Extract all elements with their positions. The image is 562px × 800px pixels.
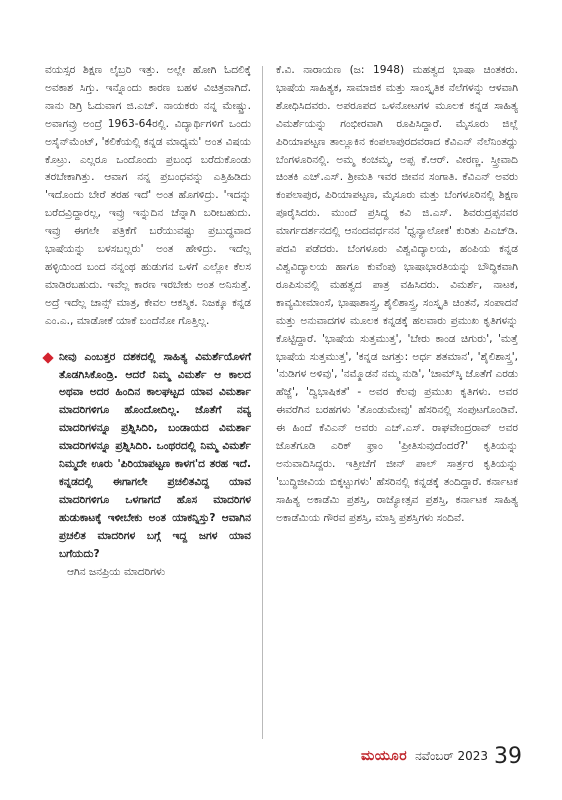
- left-column: [45, 62, 251, 582]
- column-divider: [262, 66, 263, 739]
- magazine-logo: ಮಯೂರ: [360, 748, 408, 764]
- interview-answer-paragraph: ವಯಸ್ಸರ ಶಿಕ್ಷಣ ಲೈಬ್ರರಿ ಇತ್ತು. ಅಲ್ಲೇ ಹೋಗಿ ಓದಲಿಕ್ಕೆ ಅವಕಾಶ ಸಿಗ್ತು. ಇನ್ನೊಂದು ಕಾರಣ ಬಹಳ ವಿಚಿತ್ರವಾಗಿದೆ. ನಾನು ಡಿಗ್ರಿ ಓದುವಾಗ ಜಿ.ಎಚ್. ನಾಯಕರು ನನ್ನ ಮೇಷ್ಟ್ರು. ಅವಾಗವ್ರು ಅಂದ್ರೆ 1963-64ರಲ್ಲಿ. ವಿದ್ಯಾರ್ಥಿಗಳಿಗೆ ಒಂದು ಅಸೈನ್‌ಮೆಂಟ್, 'ಕಲಿಕೆಯಲ್ಲಿ ಕನ್ನಡ ಮಾಧ್ಯಮ' ಅಂತ ವಿಷಯ ಕೊಟ್ರು. ಎಲ್ಲರೂ ಒಂದೊಂದು ಪ್ರಬಂಧ ಬರೆದುಕೊಂಡು ತರಬೇಕಾಗಿತ್ತು. ಆವಾಗ ನನ್ನ ಪ್ರಬಂಧವನ್ನು ಎತ್ತಿಹಿಡಿದು 'ಇದೊಂದು ಬೇರೆ ತರಹ ಇದೆ' ಅಂತ ಹೊಗಳಿದ್ರು. 'ಇದನ್ನು ಬರೆದವ್ರಿದ್ದಾರಲ್ಲ, ಇವ್ರು ಇನ್ನುದಿನ ಚೆನ್ನಾಗಿ ಬರೀಬಹುದು. ಇವ್ರು ಈಗಲೇ ಪತ್ರಿಕೆಗೆ ಬರೆಯುವಷ್ಟು ಪ್ರಬುದ್ಧವಾದ ಭಾಷೆಯನ್ನು ಬಳಸಬಲ್ಲರು' ಅಂತ ಹೇಳಿದ್ರು. ಇದೆಲ್ಲ ಹಳ್ಳಿಯಿಂದ ಬಂದ ನನ್ನಂಥ ಹುಡುಗನ ಒಳಗೆ ಎಲ್ಲೋ ಕೆಲಸ ಮಾಡಿರಬಹುದು. ಇವೆಲ್ಲ ಕಾರಣ ಇರಬೇಕು ಅಂತ ಅನಿಸುತ್ತೆ. ಅದ್ರೆ ಇದೆಲ್ಲ ಚಾನ್ಸ್ ಮಾತ್ರ, ಕೇವಲ ಆಕಸ್ಮಿಕ. ನಿಜಕ್ಕೂ ಕನ್ನಡ ಎಂ.ಎ., ಮಾಡೋಕೆ ಯಾಕೆ ಬಂದೆನೋ ಗೊತ್ತಿಲ್ಲ.: [45, 64, 251, 327]
- issue-date: ನವೆಂಬರ್ 2023: [415, 748, 488, 763]
- interview-question: [45, 349, 251, 564]
- interview-answer-start: ಆಗಿನ ಜನಪ್ರಿಯ ಮಾದರಿಗಳು: [67, 566, 166, 579]
- page-number: 39: [494, 743, 522, 769]
- right-column: [276, 62, 518, 528]
- page-footer: [282, 742, 522, 770]
- question-bullet-icon: [42, 352, 53, 363]
- author-bio-paragraph: ಕೆ.ವಿ. ನಾರಾಯಣ (ಜ: 1948) ಮಹತ್ವದ ಭಾಷಾ ಚಿಂತಕರು. ಭಾಷೆಯ ಸಾಹಿತ್ಯಕ, ಸಾಮಾಜಿಕ ಮತ್ತು ಸಾಂಸ್ಕೃತಿಕ ನೆಲೆಗಳನ್ನು ಆಳವಾಗಿ ಶೋಧಿಸಿದವರು. ಅಪರೂಪದ ಒಳನೋಟಗಳ ಮೂಲಕ ಕನ್ನಡ ಸಾಹಿತ್ಯ ವಿಮರ್ಶೆಯನ್ನು ಗಂಭೀರವಾಗಿ ರೂಪಿಸಿದ್ದಾರೆ. ಮೈಸೂರು ಜಿಲ್ಲೆ ಪಿರಿಯಾಪಟ್ಟಣ ತಾಲ್ಲೂಕಿನ ಕಂಪಲಾಪುರದವರಾದ ಕೆವಿಎನ್ ನೆಲೆನಿಂತದ್ದು ಬೆಂಗಳೂರಿನಲ್ಲಿ. ಅಮ್ಮ ಕಂಚಮ್ಮ, ಅಪ್ಪ ಕೆ.ಆರ್. ವೀರಣ್ಣ. ಸ್ತ್ರೀವಾದಿ ಚಿಂತಕಿ ಎಚ್.ಎಸ್. ಶ್ರೀಮತಿ ಇವರ ಜೀವನ ಸಂಗಾತಿ. ಕೆವಿಎನ್ ಅವರು ಕಂಪಲಾಪುರ, ಪಿರಿಯಾಪಟ್ಟಣ, ಮೈಸೂರು ಮತ್ತು ಬೆಂಗಳೂರಿನಲ್ಲಿ ಶಿಕ್ಷಣ ಪೂರೈಸಿದರು. ಮುಂದೆ ಪ್ರಸಿದ್ಧ ಕವಿ ಜಿ.ಎಸ್. ಶಿವರುದ್ರಪ್ಪನವರ ಮಾರ್ಗದರ್ಶನದಲ್ಲಿ ಆನಂದವರ್ಧನನ 'ಧ್ವನ್ಯಾಲೋಕ' ಕುರಿತು ಪಿಎಚ್‌ಡಿ. ಪದವಿ ಪಡೆದರು. ಬೆಂಗಳೂರು ವಿಶ್ವವಿದ್ಯಾಲಯ, ಹಂಪಿಯ ಕನ್ನಡ ವಿಶ್ವವಿದ್ಯಾಲಯ ಹಾಗೂ ಕುವೆಂಪು ಭಾಷಾಭಾರತಿಯನ್ನು ಬೌದ್ಧಿಕವಾಗಿ ರೂಪಿಸುವಲ್ಲಿ ಮಹತ್ವದ ಪಾತ್ರ ವಹಿಸಿದರು. ವಿಮರ್ಶೆ, ನಾಟಕ, ಕಾವ್ಯಮೀಮಾಂಸೆ, ಭಾಷಾಶಾಸ್ತ್ರ, ಶೈಲಿಶಾಸ್ತ್ರ, ಸಂಸ್ಕೃತಿ ಚಿಂತನೆ, ಸಂಪಾದನೆ ಮತ್ತು ಅನುವಾದಗಳ ಮೂಲಕ ಕನ್ನಡಕ್ಕೆ ಹಲವಾರು ಪ್ರಮುಖ ಕೃತಿಗಳನ್ನು ಕೊಟ್ಟಿದ್ದಾರೆ. 'ಭಾಷೆಯ ಸುತ್ತಮುತ್ತ', 'ಬೇರು ಕಾಂಡ ಚಿಗುರು', 'ಮತ್ತೆ ಭಾಷೆಯ ಸುತ್ತಮುತ್ತ', 'ಕನ್ನಡ ಜಗತ್ತು: ಅರ್ಧ ಶತಮಾನ', 'ಶೈಲಿಶಾಸ್ತ್ರ', 'ನುಡಿಗಳ ಅಳಿವು', 'ನಮ್ಮೊಡನೆ ನಮ್ಮ ನುಡಿ', 'ಚಾಮ್‌ಸ್ಕಿ ಜೊತೆಗೆ ಎರಡು ಹೆಜ್ಜೆ', 'ದ್ವಿಭಾಷಿಕತೆ' - ಅವರ ಕೆಲವು ಪ್ರಮುಖ ಕೃತಿಗಳು. ಅವರ ಈವರೆಗಿನ ಬರಹಗಳು 'ತೊಂಡುಮೇವು' ಹೆಸರಿನಲ್ಲಿ ಸಂಪುಟಗೊಂಡಿವೆ. ಈ ಹಿಂದೆ ಕೆವಿಎನ್ ಅವರು ಎಚ್.ಎಸ್. ರಾಘವೇಂದ್ರರಾವ್ ಅವರ ಜೊತೆಗೂಡಿ ಎರಿಕ್ ಫ್ರಾಂ 'ಪ್ರೀತಿಸುವುದೆಂದರೆ?' ಕೃತಿಯನ್ನು ಅನುವಾದಿಸಿದ್ದರು. ಇತ್ತೀಚೆಗೆ ಜೀನ್ ಪಾಲ್ ಸಾರ್ತ್ರರ ಕೃತಿಯನ್ನು 'ಬುದ್ಧಿಜೀವಿಯ ಬಿಕ್ಕಟ್ಟುಗಳು' ಹೆಸರಿನಲ್ಲಿ ಕನ್ನಡಕ್ಕೆ ತಂದಿದ್ದಾರೆ. ಕರ್ನಾಟಕ ಸಾಹಿತ್ಯ ಅಕಾಡೆಮಿ ಪ್ರಶಸ್ತಿ, ರಾಜ್ಯೋತ್ಸವ ಪ್ರಶಸ್ತಿ, ಕರ್ನಾಟಕ ಸಾಹಿತ್ಯ ಅಕಾಡೆಮಿಯ ಗೌರವ ಪ್ರಶಸ್ತಿ, ಮಾಸ್ತಿ ಪ್ರಶಸ್ತಿಗಳು ಸಂದಿವೆ.: [276, 64, 518, 524]
- interview-question-text: ನೀವು ಎಂಬತ್ತರ ದಶಕದಲ್ಲಿ ಸಾಹಿತ್ಯ ವಿಮರ್ಶೆಯೊಳಗೆ ತೊಡಗಿಸಿಕೊಂಡ್ರಿ. ಆದರೆ ನಿಮ್ಮ ವಿಮರ್ಶೆ ಆ ಕಾಲದ ಅಥವಾ ಅದರ ಹಿಂದಿನ ಕಾಲಘಟ್ಟದ ಯಾವ ವಿಮರ್ಶಾ ಮಾದರಿಗಳಿಗೂ ಹೊಂದೋದಿಲ್ಲ. ಜೊತೆಗೆ ನವ್ಯ ಮಾದರಿಗಳನ್ನೂ ಪ್ರಶ್ನಿಸಿದಿರಿ, ಬಂಡಾಯದ ವಿಮರ್ಶಾ ಮಾದರಿಗಳನ್ನೂ ಪ್ರಶ್ನಿಸಿದಿರಿ. ಒಂಥರದಲ್ಲಿ ನಿಮ್ಮ ವಿಮರ್ಶೆ ನಿಮ್ಮದೇ ಊರು 'ಪಿರಿಯಾಪಟ್ಟಣ ಕಾಳಗ'ದ ತರಹ ಇದೆ. ಕನ್ನಡದಲ್ಲಿ ಈಗಾಗಲೇ ಪ್ರಚಲಿತವಿದ್ದ ಯಾವ ಮಾದರಿಗಳಿಗೂ ಒಳಗಾಗದೆ ಹೊಸ ಮಾದರಿಗಳ ಹುಡುಕಾಟಕ್ಕೆ ಇಳೀಬೇಕು ಅಂತ ಯಾಕನ್ನಿಸ್ತು? ಆವಾಗಿನ ಪ್ರಚಲಿತ ಮಾದರಿಗಳ ಬಗ್ಗೆ ಇದ್ದ ಜಗಳ ಯಾವ ಬಗೆಯದು?: [59, 350, 251, 560]
